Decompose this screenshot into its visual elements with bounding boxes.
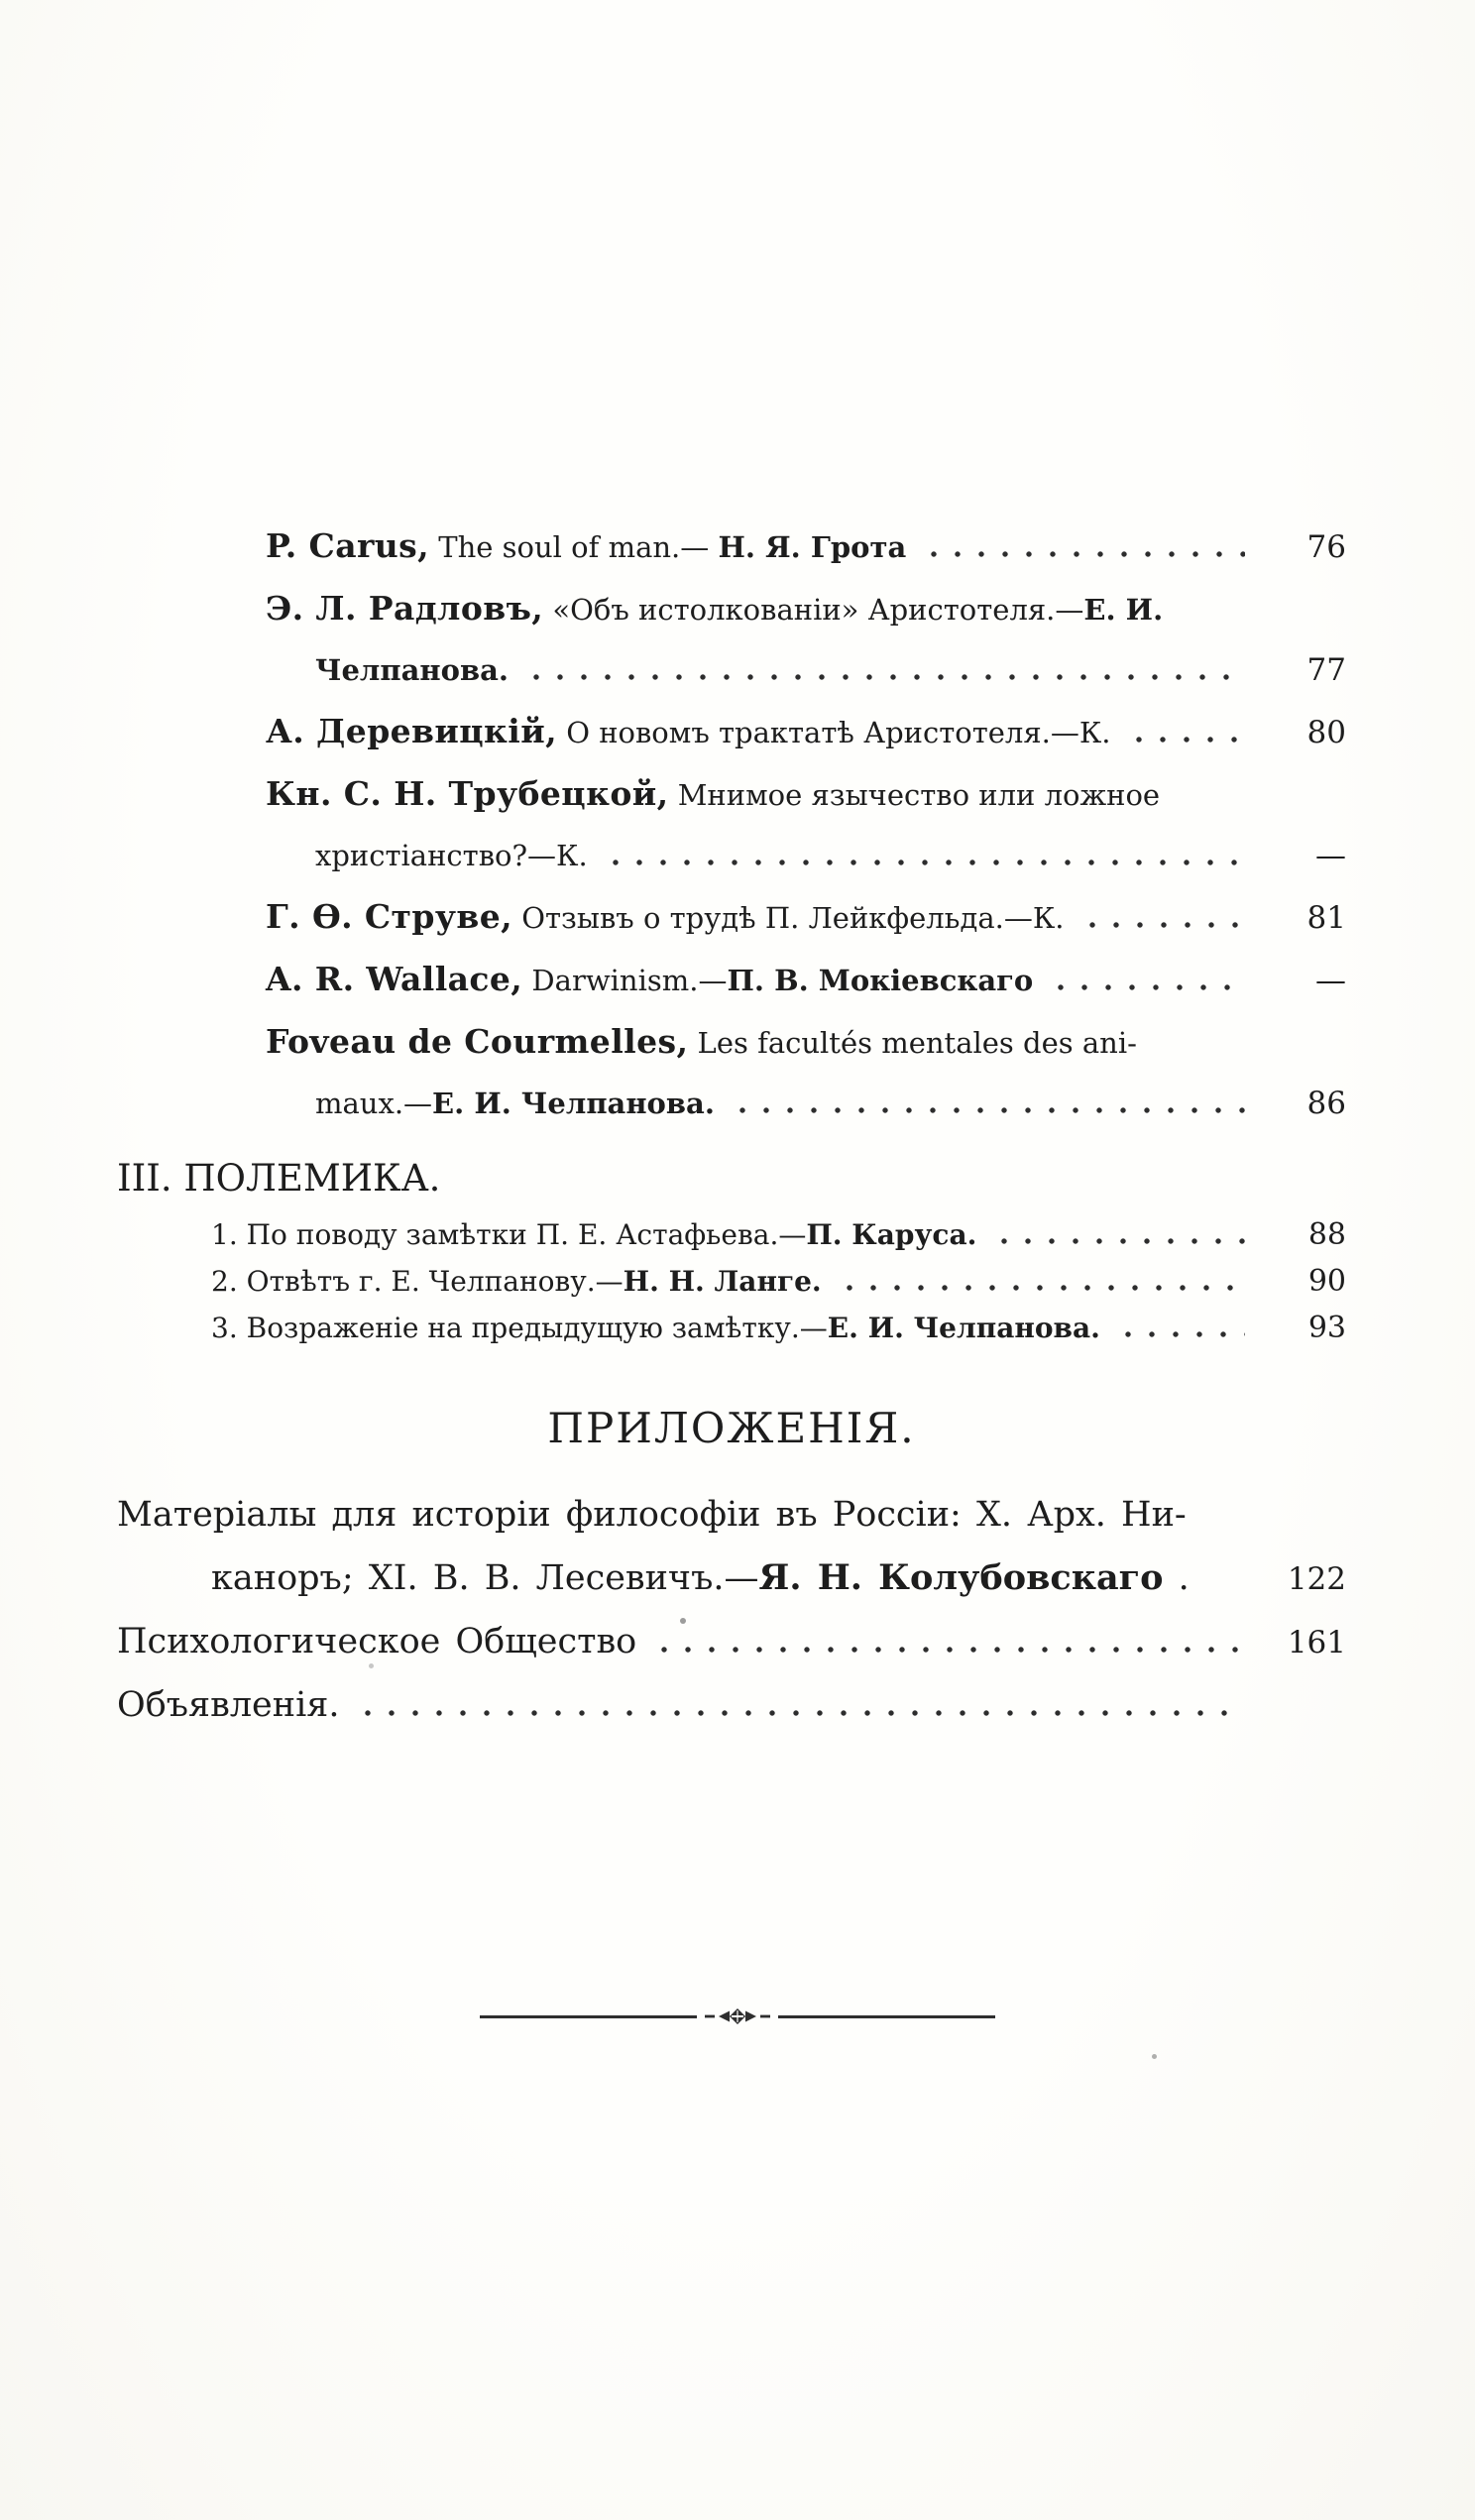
toc-line <box>266 517 1346 580</box>
toc-line <box>315 642 1346 703</box>
divider-rule-left <box>480 2015 697 2018</box>
toc-line <box>211 1213 1346 1260</box>
entry-text: 1. По поводу замѣтки П. Е. Астафьева.—П. Каруса. <box>211 1218 977 1251</box>
entry-text: A. R. Wallace, Darwinism.—П. В. Мокіевскаго <box>266 960 1034 998</box>
toc-line <box>266 951 1346 1013</box>
page-number: 161 <box>1287 1625 1346 1661</box>
dot-leader <box>731 1107 1245 1113</box>
dot-leader <box>1080 922 1246 928</box>
dot-leader <box>1049 984 1245 990</box>
table-of-contents <box>117 517 1346 1740</box>
toc-line <box>266 888 1346 951</box>
toc-line <box>211 1260 1346 1307</box>
page-number: 81 <box>1306 900 1346 936</box>
dot-leader <box>604 859 1245 865</box>
entry-text: Г. Ѳ. Струве, Отзывъ о трудѣ П. Лейкфельда.—К. <box>266 897 1065 936</box>
page-number: 88 <box>1307 1217 1346 1252</box>
entry-text: 3. Возраженіе на предыдущую замѣтку.—Е. И. Челпанова. <box>211 1312 1100 1344</box>
dot-leader <box>652 1647 1245 1653</box>
toc-line <box>117 1486 1346 1549</box>
toc-line <box>211 1549 1346 1613</box>
entry-text: Матеріалы для исторіи философіи въ Россіи: X. Арх. Ни- <box>117 1495 1187 1535</box>
appendix-list <box>117 1486 1346 1740</box>
toc-line <box>266 703 1346 765</box>
toc-line <box>266 580 1346 642</box>
page-number: — <box>1315 838 1346 873</box>
dot-leader <box>1127 737 1245 743</box>
scan-speck <box>369 1663 374 1668</box>
toc-line <box>211 1307 1346 1353</box>
entry-text: Психологическое Общество <box>117 1622 637 1661</box>
entry-text: Foveau de Courmelles, Les facultés mentales des ani- <box>266 1022 1137 1061</box>
toc-line <box>117 1676 1346 1740</box>
entry-text: 2. Отвѣтъ г. Е. Челпанову.—Н. Н. Ланге. <box>211 1265 822 1298</box>
scan-speck <box>680 1618 686 1624</box>
dot-leader <box>356 1710 1246 1716</box>
page-number: 77 <box>1306 652 1346 688</box>
asterism-ornament-icon <box>705 2006 770 2026</box>
toc-line <box>266 1013 1346 1076</box>
polemika-list <box>117 1213 1346 1353</box>
dot-leader <box>524 674 1245 680</box>
page-number: 80 <box>1306 715 1346 750</box>
divider-ornament <box>705 2006 770 2026</box>
page-number: 122 <box>1287 1561 1346 1597</box>
page-number: 86 <box>1306 1086 1346 1121</box>
toc-line <box>315 828 1346 888</box>
page-number: — <box>1315 963 1346 998</box>
toc-line <box>266 765 1346 828</box>
page-number: 93 <box>1307 1311 1346 1345</box>
prilozhenia-heading: ПРИЛОЖЕНІЯ. <box>547 1404 916 1452</box>
dot-leader <box>992 1238 1245 1244</box>
entry-text: Челпанова. <box>315 653 509 687</box>
entry-text: Объявленія. <box>117 1685 340 1725</box>
page-number: 90 <box>1307 1264 1346 1299</box>
entry-text: Кн. С. Н. Трубецкой, Мнимое язычество или ложное <box>266 774 1161 813</box>
entry-text: каноръ; XI. В. В. Лесевичъ.—Я. Н. Колубовскаго . <box>211 1557 1190 1598</box>
page-number: 76 <box>1306 529 1346 565</box>
section-divider <box>480 2006 995 2026</box>
entry-text: maux.—Е. И. Челпанова. <box>315 1087 715 1120</box>
polemika-heading: III. ПОЛЕМИКА. <box>117 1157 441 1200</box>
entry-text: христіанство?—К. <box>315 839 588 872</box>
dot-leader <box>922 551 1245 557</box>
toc-line <box>315 1076 1346 1136</box>
toc-line <box>117 1613 1346 1676</box>
dot-leader <box>1116 1331 1245 1337</box>
dot-leader <box>838 1285 1245 1291</box>
reviews-list <box>117 517 1346 1136</box>
entry-text: P. Carus, The soul of man.— Н. Я. Грота <box>266 526 907 565</box>
entry-text: Э. Л. Радловъ, «Объ истолкованіи» Аристотеля.—Е. И. <box>266 589 1164 628</box>
scan-speck <box>1152 2054 1157 2059</box>
divider-rule-right <box>778 2015 995 2018</box>
entry-text: А. Деревицкій, О новомъ трактатѣ Аристотеля.—К. <box>266 712 1111 750</box>
